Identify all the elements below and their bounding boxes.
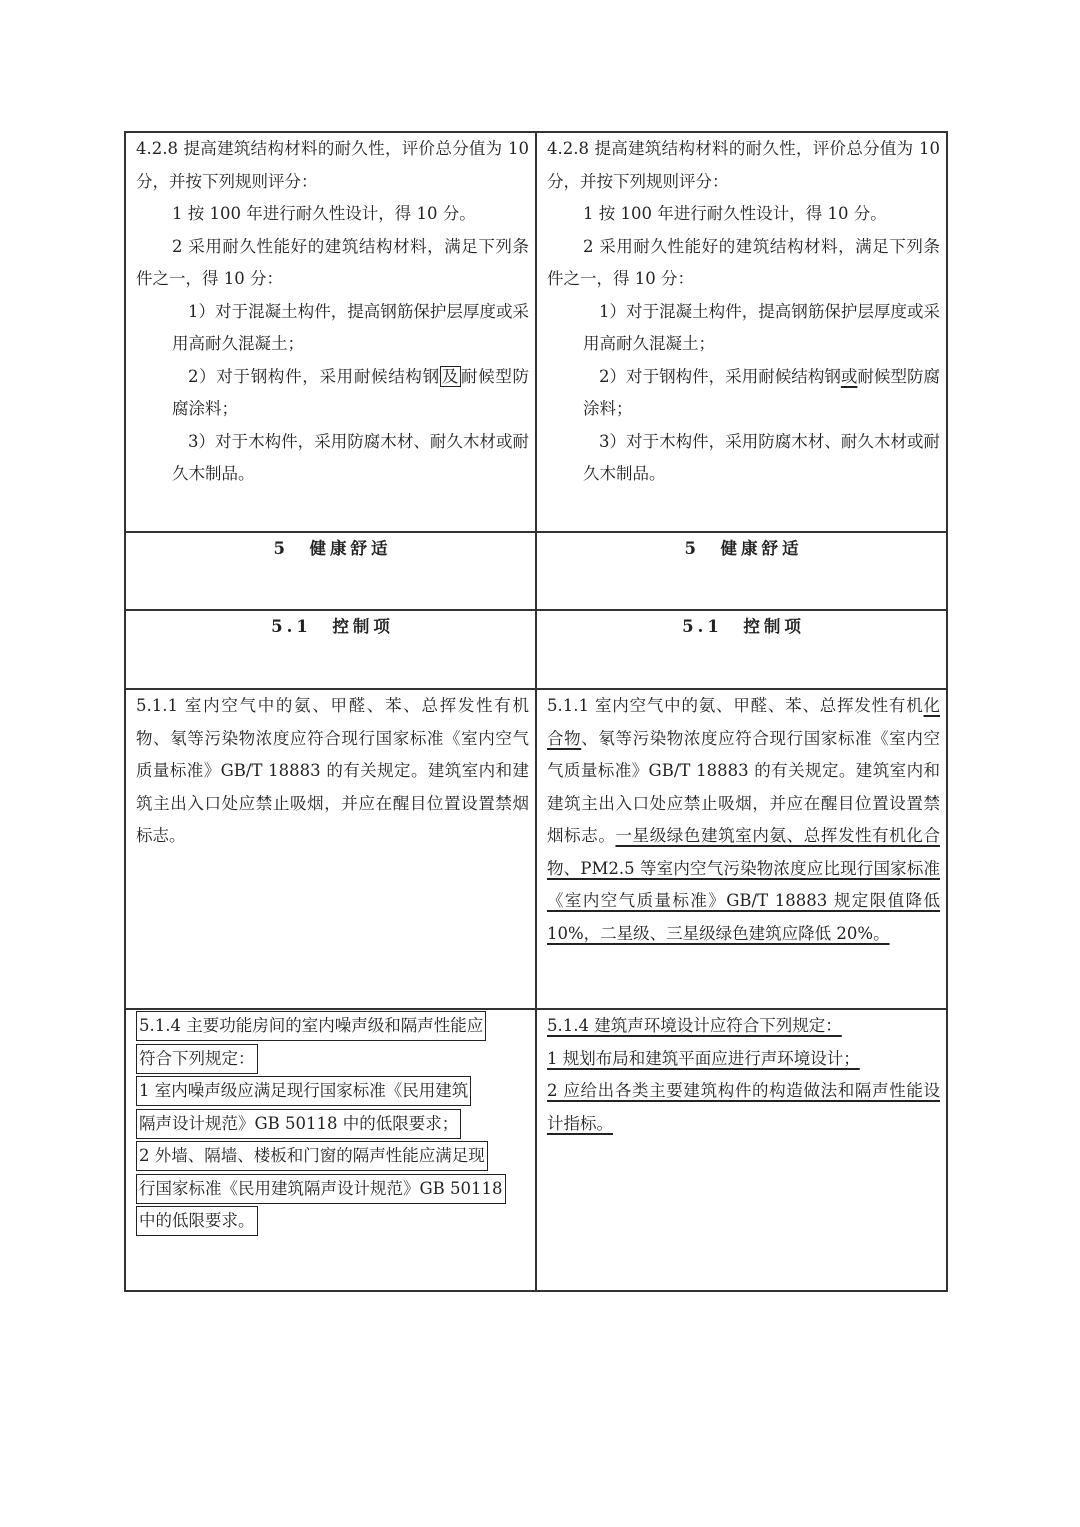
right-cell-511	[536, 689, 947, 1009]
clause-text: 4.2.8 提高建筑结构材料的耐久性，评价总分值为 10 分，并按下列规则评分：	[136, 139, 529, 191]
clause-text	[547, 690, 940, 950]
clause-text	[547, 1010, 940, 1043]
clause-text: 1 按 100 年进行耐久性设计，得 10 分。	[172, 204, 476, 223]
section-heading: 5 健康舒适	[125, 532, 536, 610]
removed-text-line: 5.1.4 主要功能房间的室内噪声级和隔声性能应	[136, 1011, 486, 1041]
changed-word: 化合物	[547, 696, 940, 748]
clause-text	[547, 361, 940, 426]
removed-text-line: 符合下列规定：	[136, 1044, 258, 1074]
removed-text-line: 2 外墙、隔墙、楼板和门窗的隔声性能应满足现	[136, 1141, 488, 1171]
clause-text: 2 采用耐久性能好的建筑结构材料，满足下列条件之一，得 10 分：	[136, 236, 529, 288]
added-text: 一星级绿色建筑室内氨、总挥发性有机化合物、PM2.5 等室内空气污染物浓度应比现行国家标准《室内空气质量标准》GB/T 18883 规定限值降低 10%，二星级、三星级绿色建筑应降低 20%。	[547, 826, 941, 943]
removed-text-line: 中的低限要求。	[136, 1206, 258, 1236]
clause-text: 2）对于钢构件，采用耐候结构钢	[599, 366, 841, 386]
clause-text: 2）对于钢构件，采用耐候结构钢	[188, 366, 440, 386]
added-text: 2 应给出各类主要建筑构件的构造做法和隔声性能设计指标。	[547, 1081, 940, 1133]
table-row	[125, 132, 947, 532]
clause-text	[547, 1075, 940, 1140]
added-text: 5.1.4 建筑声环境设计应符合下列规定：	[547, 1016, 842, 1035]
clause-text	[547, 1043, 940, 1076]
right-cell-428	[536, 132, 947, 532]
clause-text: 1）对于混凝土构件，提高钢筋保护层厚度或采用高耐久混凝土；	[583, 301, 940, 353]
clause-text: 1 按 100 年进行耐久性设计，得 10 分。	[583, 204, 887, 223]
table-row	[125, 689, 947, 1009]
clause-text: 3）对于木构件，采用防腐木材、耐久木材或耐久木制品。	[583, 431, 940, 483]
clause-text: 5.1.1 室内空气中的氨、甲醛、苯、总挥发性有机物、氡等污染物浓度应符合现行国家标准《室内空气质量标准》GB/T 18883 的有关规定。建筑室内和建筑主出入口处应禁止吸烟，并应在醒目位置设置禁烟标志。	[136, 696, 529, 845]
clause-text: 4.2.8 提高建筑结构材料的耐久性，评价总分值为 10 分，并按下列规则评分：	[547, 139, 940, 191]
clause-text: 3）对于木构件，采用防腐木材、耐久木材或耐久木制品。	[172, 431, 529, 483]
changed-word: 及	[441, 366, 459, 386]
left-cell-514	[125, 1009, 536, 1291]
comparison-table	[124, 131, 948, 1292]
clause-text: 2 采用耐久性能好的建筑结构材料，满足下列条件之一，得 10 分：	[547, 236, 940, 288]
table-row	[125, 1009, 947, 1291]
left-cell-428	[125, 132, 536, 532]
clause-text: 1）对于混凝土构件，提高钢筋保护层厚度或采用高耐久混凝土；	[172, 301, 529, 353]
changed-word: 或	[840, 366, 858, 386]
section-heading: 5 健康舒适	[536, 532, 947, 610]
clause-text: 耐候型防腐涂料；	[583, 366, 941, 418]
clause-text: 、氡等污染物浓度应符合现行国家标准《室内空气质量标准》GB/T 18883 的有关规定。建筑室内和建筑主出入口处应禁止吸烟，并应在醒目位置设置禁烟标志。	[547, 728, 941, 845]
clause-text	[136, 361, 529, 426]
removed-text-line: 隔声设计规范》GB 50118 中的低限要求；	[136, 1109, 461, 1139]
removed-text-line: 行国家标准《民用建筑隔声设计规范》GB 50118	[136, 1174, 506, 1204]
left-cell-511	[125, 689, 536, 1009]
subsection-heading: 5.1 控制项	[536, 610, 947, 689]
right-cell-514	[536, 1009, 947, 1291]
subsection-heading: 5.1 控制项	[125, 610, 536, 689]
clause-text: 5.1.1 室内空气中的氨、甲醛、苯、总挥发性有机	[547, 696, 924, 715]
added-text: 1 规划布局和建筑平面应进行声环境设计；	[547, 1048, 860, 1068]
clause-text: 耐候型防腐涂料；	[172, 366, 530, 418]
table-row	[125, 610, 947, 689]
table-row	[125, 532, 947, 610]
removed-text-line: 1 室内噪声级应满足现行国家标准《民用建筑	[136, 1076, 471, 1106]
